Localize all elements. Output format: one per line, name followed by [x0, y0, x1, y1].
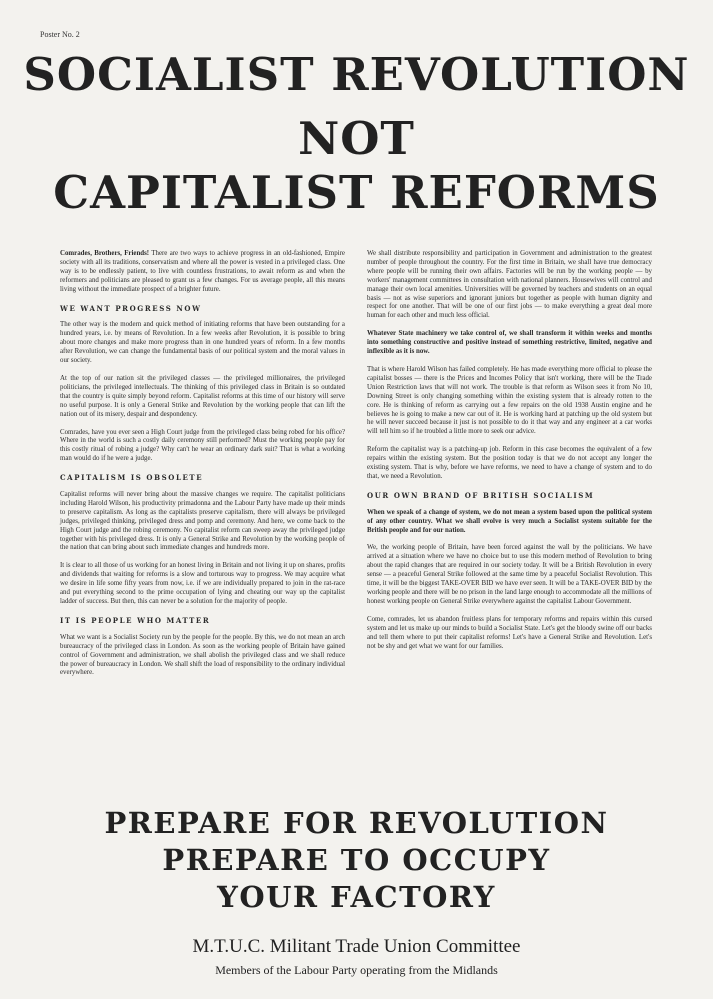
paragraph: Comrades, have you ever seen a High Court judge from the privileged class being robed for his office? Where in the world is such a costly daily ceremony still performed? Must the working people pay for this costly ritual of robing a judge? Why can't he wear an ordinary dark suit? That is what a working man would do if he were a judge. [60, 428, 345, 463]
slogan-line-1: PREPARE FOR REVOLUTION [104, 806, 609, 840]
poster-number: Poster No. 2 [40, 30, 80, 39]
paragraph: It is clear to all those of us working for an honest living in Britain and not living it up on shares, profits and dividends that waiting for reforms is a slow and torturous way to progress. We may acquire what we desire in life some fifty years from now, i.e. if we are individually prepared to join in the rat-race and put everything second to the prime occupation of lying and cheating our way up the capitalist ladder of success. But then, this can never be a solution for the majority of people. [60, 562, 345, 605]
paragraph: We shall distribute responsibility and participation in Government and administration to the greatest number of people throughout the country. For the first time in Britain, we shall have true democracy where people will be running their own affairs. Factories will be run by the working people — by workers' management committees in consultation with national planners. Housewives will control and manage their own local amenities. Universities will be governed by teachers and students on an equal basis — not as wise superiors and ignorant juniors but together as people with human dignity and respect for one another. That will be one of our first jobs — to make everything a great deal more human for each other and much less official. [367, 250, 652, 320]
heading-brand: OUR OWN BRAND OF BRITISH SOCIALISM [367, 490, 595, 500]
heading-obsolete: CAPITALISM IS OBSOLETE [60, 473, 204, 483]
intro-text: There are two ways to achieve progress in an old-fashioned, Empire society with all its traditions, conservatism and where all the power is vested in a privileged class. One way is to be endlessly patient, to live with countless frustrations, to await reform as and when the reformers and politicians are pleased to grant us a few changes. For us average people, all this means living without the immediate prospect of a brighter future. [60, 250, 345, 293]
paragraph: At the top of our nation sit the privileged classes — the privileged millionaires, the privileged politicians, the privileged intellectuals. The thinking of this privileged class in Britain is so outdated that the country is quite simply beyond reform. Capitalist reforms at this time of our history will serve no useful purpose. It is only a General Strike and Revolution by the working people that can lift the nation out of its misery, despair and despondency. [60, 374, 345, 418]
headline-line-2: NOT [298, 112, 415, 165]
paragraph: The other way is the modern and quick method of initiating reforms that have been outstanding for a hundred years, i.e. by means of Revolution. In a few weeks after Revolution, it is possible to bring about more changes and make more progress than in one hundred years of reform. In a few months after Revolution, we can change the fundamental basis of our political system and the moral values in our society. [60, 321, 345, 365]
headline-line-3: CAPITALIST REFORMS [53, 166, 660, 219]
organization-name: M.T.U.C. Militant Trade Union Committee [192, 936, 521, 957]
paragraph: We, the working people of Britain, have been forced against the wall by the politicians. We have arrived at a situation where we have no choice but to use this modern method of Revolution to bring about the rapid changes that are required in our society today. It will be a British Revolution in every sense — a peaceful General Strike followed at the same time by a peaceful Socialist Revolution. This time, it will be the biggest TAKE-OVER BID we have ever seen. It will be a TAKE-OVER BID by the working people and there will be no prison in the land large enough to accommodate all the millions of honest working people on General Strike everywhere against the capitalist Labour Government. [367, 544, 652, 605]
paragraph: Come, comrades, let us abandon fruitless plans for temporary reforms and repairs within this cursed system and let us make up our minds to build a Socialist State. Let's get the bloody swine off our backs and tell them where to put their capitalist reforms! Let's have a General Strike and Revolution. Let's not be shy and get what we want for our families. [367, 615, 652, 650]
paragraph: That is where Harold Wilson has failed completely. He has made everything more official to please the capitalist bosses — there is the Prices and Incomes Policy that isn't working, there will be the Trade Union Restriction laws that will not work. The trouble is that reform as Wilson sees it from No 10, Downing Street is only changing something within the existing system that is already rotten to the core. He is thinking of reform as carrying out a few repairs on the old 1938 Austin engine and he believes he is going to make a new car out of it. He is working hard at patching up the old system but he will never succeed because it just is not possible to do it that way and any engineer at a car works will tell him so if he troubled a little more to seek our advice. [367, 365, 652, 436]
heading-people: IT IS PEOPLE WHO MATTER [60, 615, 211, 625]
paragraph-bold: When we speak of a change of system, we do not mean a system based upon the political system of any other country. What we shall evolve is very much a Socialist system suitable for the British people and for our nation. [367, 508, 652, 534]
right-column [367, 250, 652, 660]
paragraph: Reform the capitalist way is a patching-up job. Reform in this case becomes the equivalent of a few repairs within the existing system. But the position today is that we do not accept any longer the existing system. That is why, before we have reforms, we need to have a change of system and to do that, we need a Revolution. [367, 446, 652, 480]
headline-line-1: SOCIALIST REVOLUTION [23, 48, 690, 101]
intro-paragraph [60, 250, 345, 295]
slogan-line-2: PREPARE TO OCCUPY [162, 843, 551, 877]
left-column [60, 250, 345, 687]
paragraph: What we want is a Socialist Society run by the people for the people. By this, we do not mean an arch bureaucracy of the privileged class in London. As soon as the working people of Britain have gained control of Government and administration, we shall abolish the privileged class and we shall reduce the power of bureaucracy in London. We shall shift the load of responsibility to the ordinary individual everywhere. [60, 633, 345, 677]
intro-lead: Comrades, Brothers, Friends! [60, 250, 150, 257]
paragraph: Capitalist reforms will never bring about the massive changes we require. The capitalist politicians including Harold Wilson, his productivity primadonna and the Labour Party have made up their minds to preserve capitalism. As long as the capitalists preserve capitalism, there will always be privileged judges, privileged thinking, privileged dress and pomp and ceremony. And here, we come back to the High Court judge and the robing ceremony. No capitalist reform can sweep away the privileged judge together with his privileged dress. It is only a General Strike and Revolution by the working people of the nation that can bring about such immediate changes and hundreds more. [60, 491, 345, 552]
organization-subtitle: Members of the Labour Party operating from the Midlands [215, 963, 498, 977]
heading-progress: WE WANT PROGRESS NOW [60, 303, 202, 313]
paragraph-bold: Whatever State machinery we take control of, we shall transform it within weeks and months into something constructive and positive instead of something restrictive, limited, negative and inflexible as it is now. [367, 330, 652, 356]
slogan-line-3: YOUR FACTORY [217, 880, 496, 914]
